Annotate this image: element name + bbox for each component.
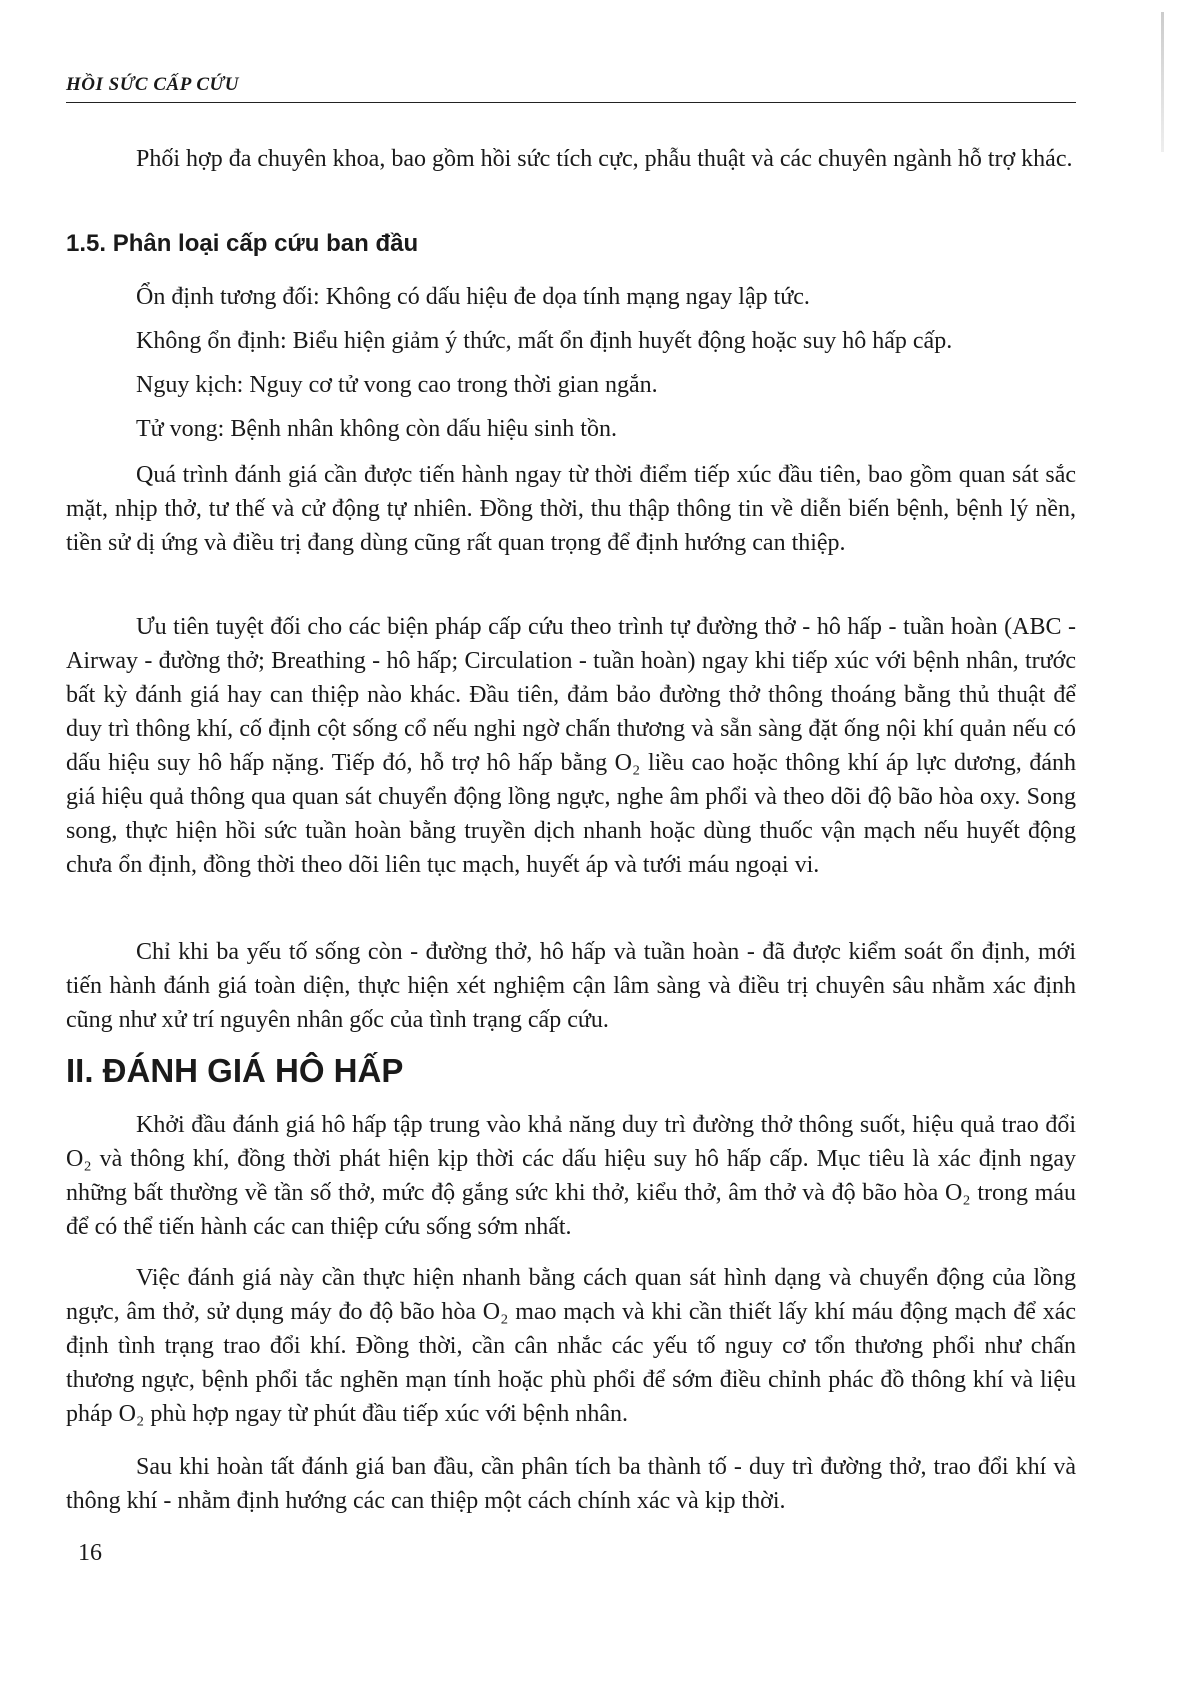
paragraph-text: Quá trình đánh giá cần được tiến hành ngay từ thời điểm tiếp xúc đầu tiên, bao gồm quan sát sắc mặt, nhịp thở, tư thế và cử động tự nhiên. Đồng thời, thu thập thông tin về diễn biến bệnh, bệnh lý nền, tiền sử dị ứng và điều trị đang dùng cũng rất quan trọng để định hướng can thiệp. (66, 462, 1076, 556)
paragraph-abc-priority (66, 610, 1076, 882)
classification-item-critical: Nguy kịch: Nguy cơ tử vong cao trong thời gian ngắn. (136, 372, 658, 398)
paragraph-text: Khởi đầu đánh giá hô hấp tập trung vào khả năng duy trì đường thở thông suốt, hiệu quả trao đổi O₂ và thông khí, đồng thời phát hiện kịp thời các dấu hiệu suy hô hấp cấp. Mục tiêu là xác định ngay những bất thường về tần số thở, mức độ gắng sức khi thở, kiểu thở, âm thở và độ bão hòa O₂ trong máu để có thể tiến hành các can thiệp cứu sống sớm nhất. (66, 1112, 1076, 1240)
classification-item-deceased: Tử vong: Bệnh nhân không còn dấu hiệu sinh tồn. (136, 416, 617, 442)
paragraph-comprehensive-evaluation (66, 935, 1076, 1037)
classification-item-unstable: Không ổn định: Biểu hiện giảm ý thức, mất ổn định huyết động hoặc suy hô hấp cấp. (136, 328, 953, 354)
header-rule (66, 102, 1076, 103)
page-number: 16 (78, 1540, 102, 1566)
paragraph-text: Việc đánh giá này cần thực hiện nhanh bằng cách quan sát hình dạng và chuyển động của lồng ngực, âm thở, sử dụng máy đo độ bão hòa O₂ mao mạch và khi cần thiết lấy khí máu động mạch để xác định tình trạng trao đổi khí. Đồng thời, cần cân nhắc các yếu tố nguy cơ tổn thương phổi như chấn thương ngực, bệnh phổi tắc nghẽn mạn tính hoặc phù phổi để sớm điều chỉnh phác đồ thông khí và liệu pháp O₂ phù hợp ngay từ phút đầu tiếp xúc với bệnh nhân. (66, 1265, 1076, 1427)
paragraph-assessment-process (66, 458, 1076, 560)
classification-item-stable: Ổn định tương đối: Không có dấu hiệu đe dọa tính mạng ngay lập tức. (136, 284, 810, 310)
section-heading-ii: II. ĐÁNH GIÁ HÔ HẤP (66, 1052, 404, 1089)
scan-edge-mark (1161, 12, 1164, 152)
paragraph-respiratory-start (66, 1108, 1076, 1244)
paragraph-text: Sau khi hoàn tất đánh giá ban đầu, cần phân tích ba thành tố - duy trì đường thở, trao đổi khí và thông khí - nhằm định hướng các can thiệp một cách chính xác và kịp thời. (66, 1454, 1076, 1514)
paragraph-respiratory-method (66, 1261, 1076, 1431)
paragraph-text: Phối hợp đa chuyên khoa, bao gồm hồi sức tích cực, phẫu thuật và các chuyên ngành hỗ trợ khác. (136, 146, 1073, 172)
paragraph-text: Ưu tiên tuyệt đối cho các biện pháp cấp cứu theo trình tự đường thở - hô hấp - tuần hoàn (ABC - Airway - đường thở; Breathing - hô hấp; Circulation - tuần hoàn) ngay khi tiếp xúc với bệnh nhân, trước bất kỳ đánh giá hay can thiệp nào khác. Đầu tiên, đảm bảo đường thở thông thoáng bằng thủ thuật để duy trì thông khí, cố định cột sống cổ nếu nghi ngờ chấn thương và sẵn sàng đặt ống nội khí quản nếu có dấu hiệu suy hô hấp nặng. Tiếp đó, hỗ trợ hô hấp bằng O₂ liều cao hoặc thông khí áp lực dương, đánh giá hiệu quả thông qua quan sát chuyển động lồng ngực, nghe âm phổi và theo dõi độ bão hòa oxy. Song song, thực hiện hồi sức tuần hoàn bằng truyền dịch nhanh hoặc dùng thuốc vận mạch nếu huyết động chưa ổn định, đồng thời theo dõi liên tục mạch, huyết áp và tưới máu ngoại vi. (66, 614, 1076, 878)
running-header: HỒI SỨC CẤP CỨU (66, 74, 239, 95)
section-heading-1-5: 1.5. Phân loại cấp cứu ban đầu (66, 230, 419, 257)
paragraph-text: Chỉ khi ba yếu tố sống còn - đường thở, hô hấp và tuần hoàn - đã được kiểm soát ổn định, mới tiến hành đánh giá toàn diện, thực hiện xét nghiệm cận lâm sàng và điều trị chuyên sâu nhằm xác định cũng như xử trí nguyên nhân gốc của tình trạng cấp cứu. (66, 939, 1076, 1033)
paragraph-multidisciplinary (66, 142, 1076, 176)
paragraph-respiratory-analysis (66, 1450, 1076, 1518)
